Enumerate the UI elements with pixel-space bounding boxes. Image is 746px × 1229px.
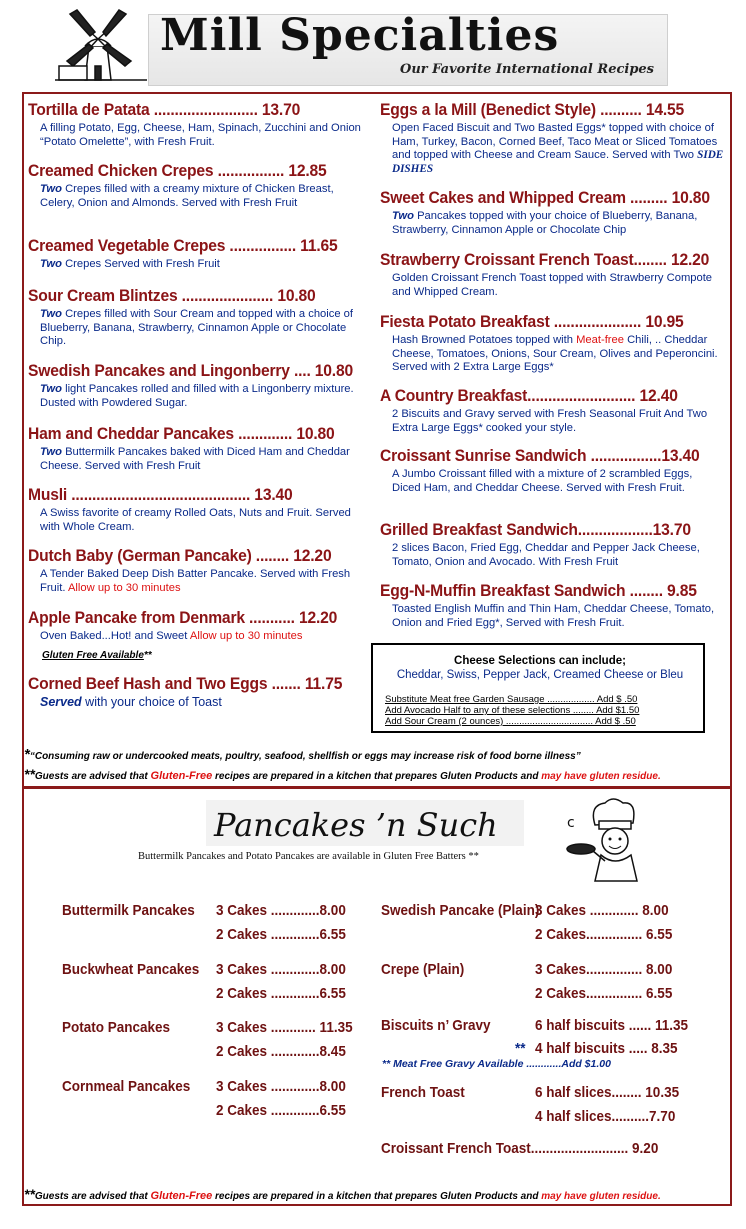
item-name: Apple Pancake from Denmark ........... 12.20 bbox=[28, 608, 338, 627]
menu-item bbox=[28, 286, 368, 349]
pancake-price: 2 Cakes .............6.55 bbox=[216, 1102, 346, 1119]
svg-text:c: c bbox=[567, 815, 575, 831]
item-name: Ham and Cheddar Pancakes ............. 10.80 bbox=[28, 424, 335, 443]
gluten-free-note: Gluten Free Available** bbox=[42, 649, 152, 661]
item-description: Two Buttermilk Pancakes baked with Diced Ham and Cheddar Cheese. Served with Fresh Fruit bbox=[40, 446, 350, 472]
menu-item bbox=[28, 236, 368, 272]
pancake-price: 4 half biscuits ..... 8.35 bbox=[535, 1040, 678, 1057]
item-name: Creamed Chicken Crepes ................ 12.85 bbox=[28, 161, 327, 180]
pancake-price: 3 Cakes ............. 8.00 bbox=[535, 902, 669, 919]
menu-item bbox=[380, 188, 724, 237]
gluten-warning: **Guests are advised that Gluten-Free recipes are prepared in a kitchen that prepares Gluten Products and may have gluten residue. bbox=[24, 766, 661, 782]
menu-item bbox=[380, 581, 724, 630]
pancake-price: 3 Cakes .............8.00 bbox=[216, 961, 346, 978]
substitution-line: Add Avocado Half to any of these selections ........ Add $1.50 bbox=[385, 705, 640, 716]
item-description: Two Crepes filled with a creamy mixture of Chicken Breast, Celery, Onion and Almonds. Served with Fresh Fruit bbox=[40, 183, 334, 209]
item-name: A Country Breakfast.......................... 12.40 bbox=[380, 386, 678, 405]
item-description: 2 slices Bacon, Fried Egg, Cheddar and Pepper Jack Cheese, Tomato, Onion and Avocado. With Fresh Fruit bbox=[392, 542, 700, 568]
croissant-french-toast: Croissant French Toast.......................... 9.20 bbox=[381, 1140, 659, 1157]
item-name: Dutch Baby (German Pancake) ........ 12.20 bbox=[28, 546, 332, 565]
pancake-price: 2 Cakes .............8.45 bbox=[216, 1043, 346, 1060]
menu-item bbox=[380, 386, 724, 435]
pancake-name: Swedish Pancake (Plain) bbox=[381, 902, 540, 919]
pancake-price: 3 Cakes............... 8.00 bbox=[535, 961, 673, 978]
pancake-name: Buckwheat Pancakes bbox=[62, 961, 200, 978]
item-description: Open Faced Biscuit and Two Basted Eggs* topped with choice of Ham, Turkey, Bacon, Corned Beef, Taco Meat or Sliced Tomatoes and topped with Cheese and Cream Sauce. Served with Two SIDE DISHES bbox=[392, 122, 724, 175]
menu-item bbox=[380, 520, 724, 569]
gravy-stars: ** bbox=[515, 1040, 526, 1057]
item-name: Musli ........................................... 13.40 bbox=[28, 485, 293, 504]
pancakes-subtitle: Buttermilk Pancakes and Potato Pancakes are available in Gluten Free Batters ** bbox=[138, 851, 479, 862]
item-description: Two Crepes filled with Sour Cream and topped with a choice of Blueberry, Banana, Strawberry, Cinnamon Apple or Chocolate Chip. bbox=[40, 308, 353, 347]
pancake-name: Buttermilk Pancakes bbox=[62, 902, 195, 919]
pancake-price: 3 Cakes ............ 11.35 bbox=[216, 1019, 353, 1036]
item-description: Toasted English Muffin and Thin Ham, Cheddar Cheese, Tomato, Onion and Fried Egg*, Served with Fresh Fruit. bbox=[392, 603, 715, 629]
pancake-price: 2 Cakes............... 6.55 bbox=[535, 985, 673, 1002]
item-name: Swedish Pancakes and Lingonberry .... 10.80 bbox=[28, 361, 354, 380]
item-description: Served with your choice of Toast bbox=[40, 695, 222, 709]
item-description: Hash Browned Potatoes topped with Meat-free Chili, .. Cheddar Cheese, Tomatoes, Onions, Sour Cream, Olives and Peperoncini. Served with 2 Extra Large Eggs* bbox=[392, 334, 718, 373]
item-description: Two Pancakes topped with your choice of Blueberry, Banana, Strawberry, Cinnamon Apple or Chocolate Chip bbox=[392, 210, 698, 236]
item-description: Two light Pancakes rolled and filled with a Lingonberry mixture. Dusted with Powdered Sugar. bbox=[40, 383, 354, 409]
item-name: Fiesta Potato Breakfast ..................... 10.95 bbox=[380, 312, 684, 331]
raw-food-warning: *“Consuming raw or undercooked meats, poultry, seafood, shellfish or eggs may increase risk of food borne illness” bbox=[24, 746, 581, 763]
cheese-title: Cheese Selections can include; bbox=[454, 655, 626, 667]
gluten-warning-bottom: **Guests are advised that Gluten-Free recipes are prepared in a kitchen that prepares Gluten Products and may have gluten residue. bbox=[24, 1186, 661, 1202]
pancake-price: 4 half slices..........7.70 bbox=[535, 1108, 676, 1125]
pancake-price: 2 Cakes .............6.55 bbox=[216, 926, 346, 943]
item-name: Sour Cream Blintzes ...................... 10.80 bbox=[28, 286, 316, 305]
item-description: 2 Biscuits and Gravy served with Fresh Seasonal Fruit And Two Extra Large Eggs* cooked your style. bbox=[392, 408, 708, 434]
menu-item bbox=[28, 161, 368, 210]
item-name: Sweet Cakes and Whipped Cream ......... 10.80 bbox=[380, 188, 710, 207]
menu-item bbox=[28, 361, 368, 410]
menu-item bbox=[28, 424, 368, 473]
menu-item bbox=[28, 546, 368, 595]
menu-item bbox=[380, 312, 724, 375]
cheese-selections-box bbox=[371, 643, 705, 733]
pancake-price: 6 half biscuits ...... 11.35 bbox=[535, 1017, 689, 1034]
item-description: A Jumbo Croissant filled with a mixture of 2 scrambled Eggs, Diced Ham, and Cheddar Cheese. Served with Fresh Fruit. bbox=[392, 468, 693, 494]
item-description: A Tender Baked Deep Dish Batter Pancake. Served with Fresh Fruit. Allow up to 30 minutes bbox=[40, 568, 351, 594]
item-name: Egg-N-Muffin Breakfast Sandwich ........ 9.85 bbox=[380, 581, 697, 600]
item-name: Grilled Breakfast Sandwich..................13.70 bbox=[380, 520, 691, 539]
pancake-name: Biscuits n’ Gravy bbox=[381, 1017, 491, 1034]
item-description: A Swiss favorite of creamy Rolled Oats, Nuts and Fruit. Served with Whole Cream. bbox=[40, 507, 351, 533]
pancakes-title: Pancakes ’n Such bbox=[214, 806, 498, 844]
windmill-logo bbox=[55, 6, 147, 84]
substitution-line: Substitute Meat free Garden Sausage .................. Add $ .50 bbox=[385, 694, 638, 705]
page-title: Mill Specialties bbox=[160, 10, 560, 61]
pancake-price: 2 Cakes .............6.55 bbox=[216, 985, 346, 1002]
item-description: Oven Baked...Hot! and Sweet Allow up to 30 minutes bbox=[40, 630, 303, 642]
menu-item bbox=[380, 100, 724, 176]
item-name: Tortilla de Patata ......................... 13.70 bbox=[28, 100, 301, 119]
menu-item bbox=[28, 100, 368, 149]
menu-item bbox=[28, 674, 368, 710]
item-description: Golden Croissant French Toast topped with Strawberry Compote and Whipped Cream. bbox=[392, 272, 713, 298]
pancake-name: French Toast bbox=[381, 1084, 465, 1101]
item-name: Eggs a la Mill (Benedict Style) .......... 14.55 bbox=[380, 100, 685, 119]
menu-item bbox=[28, 485, 368, 534]
pancake-name: Cornmeal Pancakes bbox=[62, 1078, 191, 1095]
item-name: Creamed Vegetable Crepes ................ 11.65 bbox=[28, 236, 338, 255]
page-subtitle: Our Favorite International Recipes bbox=[400, 62, 655, 77]
gravy-note: ** Meat Free Gravy Available ............Add $1.00 bbox=[382, 1058, 611, 1070]
item-name: Croissant Sunrise Sandwich .................13.40 bbox=[380, 446, 700, 465]
item-name: Strawberry Croissant French Toast........ 12.20 bbox=[380, 250, 710, 269]
menu-item bbox=[380, 250, 724, 299]
pancake-name: Crepe (Plain) bbox=[381, 961, 465, 978]
cheese-list: Cheddar, Swiss, Pepper Jack, Creamed Cheese or Bleu bbox=[396, 669, 684, 681]
menu-item bbox=[380, 446, 724, 495]
pancake-name: Potato Pancakes bbox=[62, 1019, 171, 1036]
pancake-price: 2 Cakes............... 6.55 bbox=[535, 926, 673, 943]
item-description: Two Crepes Served with Fresh Fruit bbox=[40, 258, 220, 270]
substitution-line: Add Sour Cream (2 ounces) ................................. Add $ .50 bbox=[385, 716, 636, 727]
pancake-price: 6 half slices........ 10.35 bbox=[535, 1084, 680, 1101]
pancake-price: 3 Cakes .............8.00 bbox=[216, 902, 346, 919]
chef-icon bbox=[565, 797, 660, 885]
pancake-price: 3 Cakes .............8.00 bbox=[216, 1078, 346, 1095]
item-description: A filling Potato, Egg, Cheese, Ham, Spinach, Zucchini and Onion “Potato Omelette”, with Fresh Fruit. bbox=[40, 122, 361, 148]
menu-item bbox=[28, 608, 368, 661]
item-name: Corned Beef Hash and Two Eggs ....... 11.75 bbox=[28, 674, 343, 693]
